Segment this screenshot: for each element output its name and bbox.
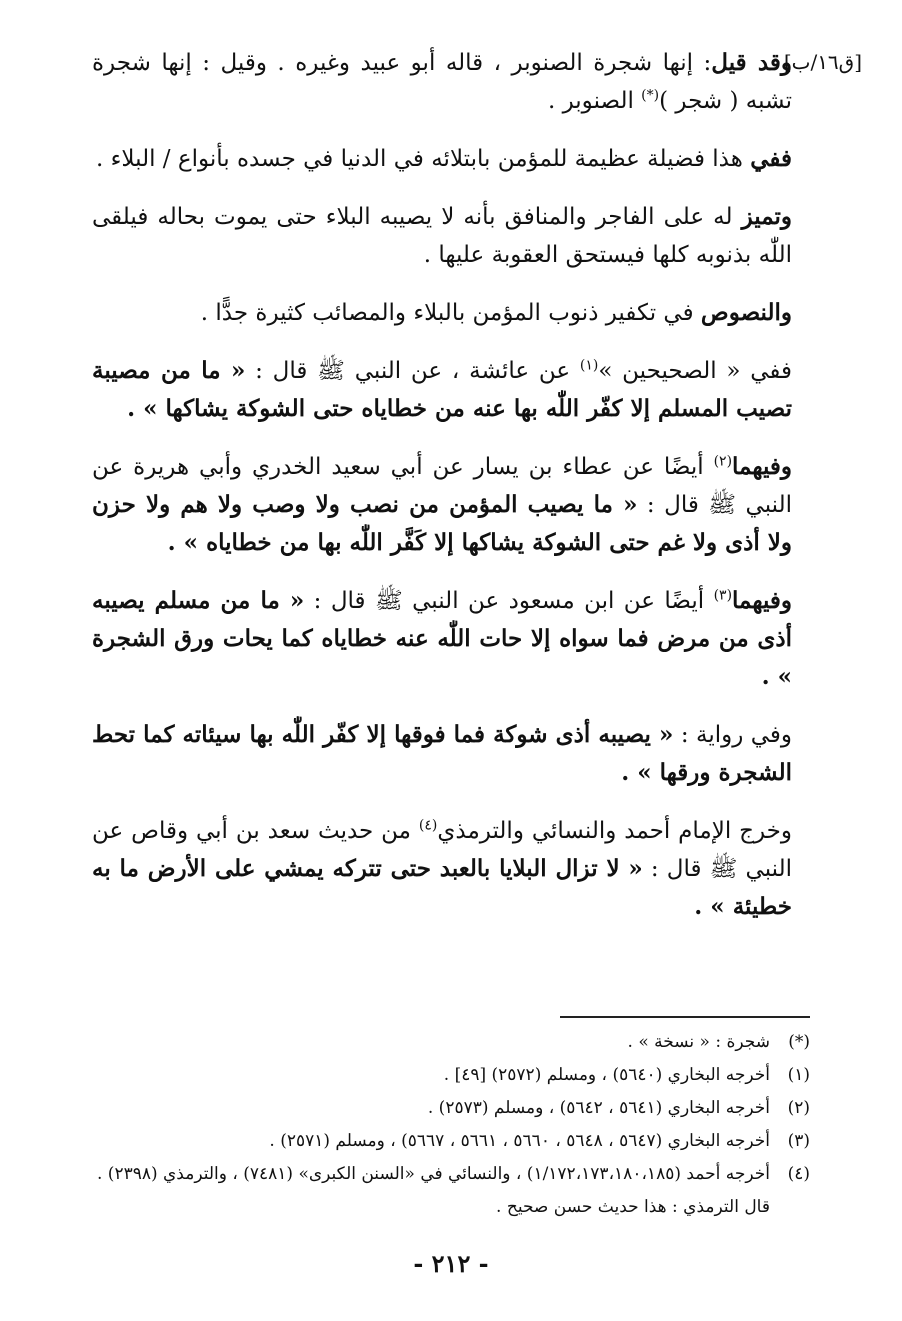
paragraph [92,582,792,696]
footnotes [92,1026,810,1224]
footnote [92,1125,810,1158]
footnote-ref: (٢) [713,453,733,470]
footnote-mark: (٤) [787,1164,810,1184]
paragraph [92,352,792,428]
hadith-quote: « ما يصيب المؤمن من نصب ولا وصب ولا هم ولا حزن ولا أذى ولا غم حتى الشوكة يشاكها إلا كَفَّر اللّٰه بها من خطاياه » . [92,491,792,556]
footnote-ref: (٣) [713,587,733,604]
paragraph [92,812,792,926]
paragraph-text: في تكفير ذنوب المؤمن بالبلاء والمصائب كثيرة جدًّا . [200,300,701,326]
paragraph-lead: وفيهما [732,587,792,614]
paragraph-text: هذا فضيلة عظيمة للمؤمن بابتلائه في الدنيا في جسده بأنواع / البلاء . [95,146,751,172]
paragraph-text: وفي رواية : [673,722,793,748]
page-number: - ٢١٢ - [413,1249,489,1278]
hadith-quote: « ما من مسلم يصيبه أذى من مرض فما سواه إلا حات اللّٰه عنه خطاياه كما يحات ورق الشجرة » . [92,587,792,690]
paragraph-lead: وقد قيل [711,49,792,76]
paragraph-text: الصنوبر . [547,88,642,114]
footnote-text: أخرجه البخاري (٥٦٤٠) ، ومسلم (٢٥٧٢) [٤٩] . [443,1065,770,1085]
paragraph [92,44,792,120]
main-text [92,44,792,946]
footnote-text: أخرجه أحمد (١/١٧٢،١٧٣،١٨٠،١٨٥) ، والنسائي في «السنن الكبرى» (٧٤٨١) ، والترمذي (٢٣٩٨) . قال الترمذي : هذا حديث حسن صحيح . [96,1164,770,1217]
hadith-quote: « لا تزال البلايا بالعبد حتى تتركه يمشي على الأرض ما به خطيئة » . [92,855,792,920]
paragraph-lead: وتميز [741,203,792,230]
paragraph-text: أيضًا عن عطاء بن يسار عن أبي سعيد الخدري وأبي هريرة عن النبي ﷺ قال : [92,454,792,518]
paragraph-lead: وفيهما [732,453,792,480]
footnote-text: أخرجه البخاري (٥٦٤١ ، ٥٦٤٢) ، ومسلم (٢٥٧٣) . [427,1098,770,1118]
footnote [92,1092,810,1125]
footnote-text: أخرجه البخاري (٥٦٤٧ ، ٥٦٤٨ ، ٥٦٦٠ ، ٥٦٦١ ، ٥٦٦٧) ، ومسلم (٢٥٧١) . [269,1131,770,1151]
paragraph-text: ففي « الصحيحين » [598,358,792,384]
footnote-mark: (٣) [787,1131,810,1151]
paragraph-text: عن عائشة ، عن النبي ﷺ قال : [245,358,580,384]
footnote [92,1026,810,1059]
paragraph-lead: والنصوص [700,299,792,326]
footnote-ref: (*) [641,87,660,104]
footnote [92,1059,810,1092]
paragraph [92,140,792,178]
paragraph [92,448,792,562]
paragraph-text: وخرج الإمام أحمد والنسائي والترمذي [437,818,793,844]
paragraph-lead: ففي [750,145,792,172]
hadith-quote: « ما من مصيبة تصيب المسلم إلا كفّر اللّٰه بها عنه من خطاياه حتى الشوكة يشاكها » . [92,357,792,422]
footnote-ref: (١) [579,357,599,374]
paragraph-text: من حديث سعد بن أبي وقاص عن النبي ﷺ قال : [92,818,792,882]
footnote-ref: (٤) [418,817,438,834]
manuscript-folio-reference: [ق١٦/ب] [783,50,862,74]
footnote-mark: (١) [787,1065,810,1085]
footnote [92,1158,810,1224]
footnote-mark: (٢) [787,1098,810,1118]
paragraph-text: أيضًا عن ابن مسعود عن النبي ﷺ قال : [304,588,714,614]
paragraph [92,716,792,792]
paragraph [92,294,792,332]
paragraph-text: : إنها شجرة الصنوبر ، قاله أبو عبيد وغيره . وقيل : إنها شجرة تشبه ( شجر ) [92,50,792,114]
paragraph-text: له على الفاجر والمنافق بأنه لا يصيبه البلاء حتى يموت بحاله فيلقى اللّٰه بذنوبه كلها فيستحق العقوبة عليها . [92,204,792,268]
footnote-mark: (*) [788,1032,810,1052]
hadith-quote: « يصيبه أذى شوكة فما فوقها إلا كفّر اللّٰه بها سيئاته كما تحط الشجرة ورقها » . [92,721,792,786]
footnote-text: شجرة : « نسخة » . [627,1032,770,1052]
paragraph [92,198,792,274]
footnote-divider [560,1016,810,1018]
